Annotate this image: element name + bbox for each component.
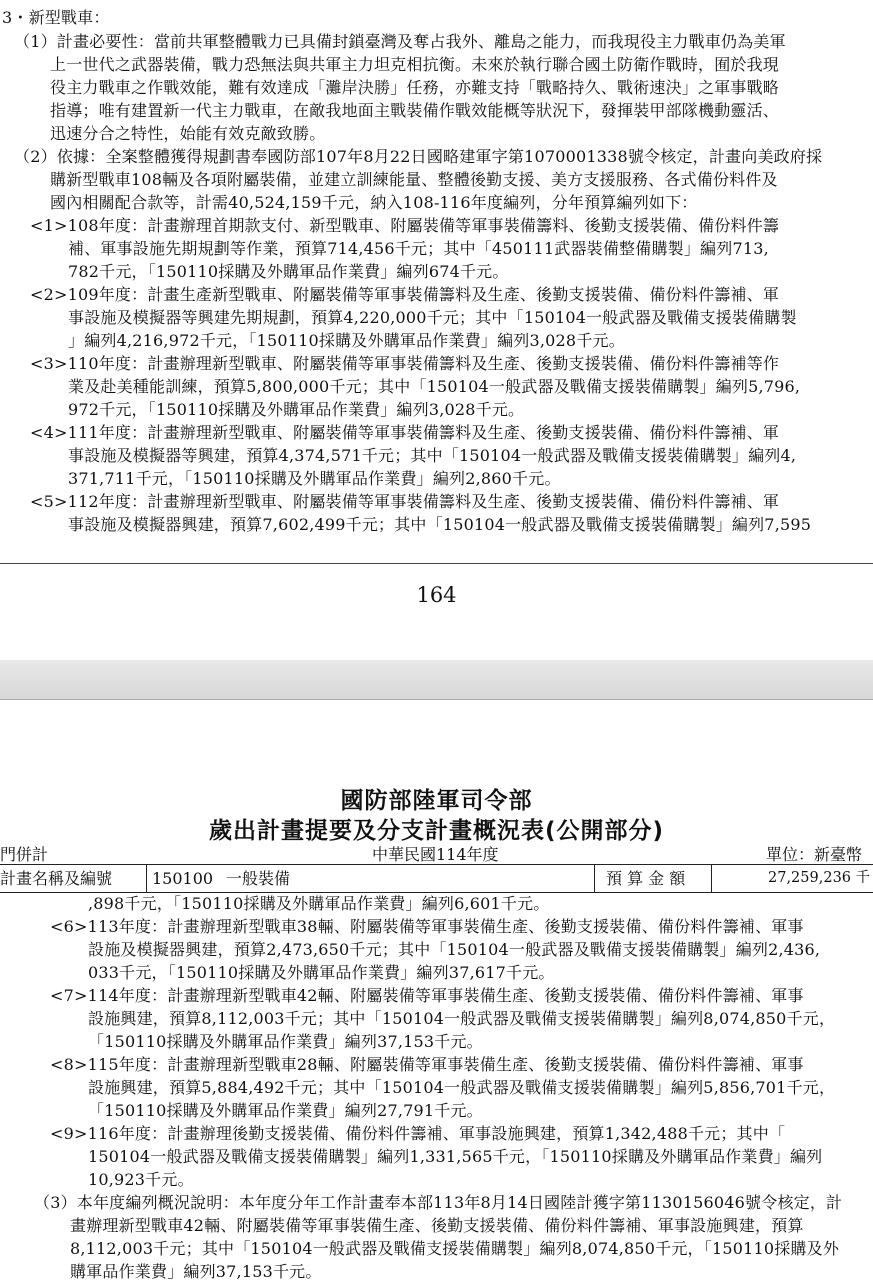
paragraph-line: 畫辦理新型戰車42輛、附屬裝備等軍事裝備生產、後勤支援裝備、備份料件籌補、軍事設施興建，預算	[70, 1216, 804, 1235]
paragraph-line: 972千元，「150110採購及外購軍品作業費」編列3,028千元。	[68, 400, 525, 419]
paragraph-line: 國內相關配合款等，計需40,524,159千元，納入108-116年度編列，分年預算編列如下：	[50, 193, 698, 212]
paragraph-line: 設施興建，預算8,112,003千元；其中「150104一般武器及戰備支援裝備購製」編列8,074,850千元，	[88, 1009, 836, 1028]
paragraph-line: 「150110採購及外購軍品作業費」編列37,153千元。	[88, 1032, 483, 1051]
paragraph-line: 上一世代之武器裝備，戰力恐無法與共軍主力坦克相抗衡。未來於執行聯合國土防衛作戰時，囿於我現	[50, 55, 780, 74]
fiscal-year: 中華民國114年度	[372, 845, 499, 864]
paragraph-line: <3>110年度：計畫辦理新型戰車、附屬裝備等軍事裝備籌料及生產、後勤支援裝備、備份料件籌補等作	[30, 354, 780, 373]
paragraph-line: <9>116年度：計畫辦理後勤支援裝備、備份料件籌補、軍事設施興建，預算1,342,488千元；其中「	[50, 1124, 786, 1143]
budget-amount: 27,259,236 千	[768, 870, 871, 886]
paragraph-line: 購軍品作業費」編列37,153千元。	[70, 1262, 322, 1281]
paragraph-line: 事設施及模擬器等興建，預算4,374,571千元；其中「150104一般武器及戰備支援裝備購製」編列4,	[68, 446, 797, 465]
paragraph-line: 」編列4,216,972千元，「150110採購及外購軍品作業費」編列3,028千元。	[68, 331, 625, 350]
page-number: 164	[416, 583, 457, 607]
paragraph-line: 業及赴美種能訓練，預算5,800,000千元；其中「150104一般武器及戰備支援裝備購製」編列5,796,	[68, 377, 801, 396]
paragraph-line: 指導；唯有建置新一代主力戰車，在敵我地面主戰裝備作戰效能概等狀況下，發揮裝甲部隊機動靈活、	[50, 101, 780, 120]
paragraph-line: <6>113年度：計畫辦理新型戰車38輛、附屬裝備等軍事裝備生產、後勤支援裝備、備份料件籌補、軍事	[50, 917, 804, 936]
paragraph-line: 迅速分合之特性，始能有效克敵致勝。	[50, 124, 326, 143]
plan-name: 一般裝備	[226, 869, 291, 888]
paragraph-line: 「150110採購及外購軍品作業費」編列27,791千元。	[88, 1101, 483, 1120]
org-title: 國防部陸軍司令部	[340, 788, 533, 814]
paragraph-line: <5>112年度：計畫辦理新型戰車、附屬裝備等軍事裝備籌料及生產、後勤支援裝備、備份料件籌補、軍	[30, 492, 780, 511]
plan-name-label: 計畫名稱及編號	[0, 869, 113, 888]
document-page-next	[0, 700, 873, 1280]
paragraph-line: （3）本年度編列概況說明：本年度分年工作計畫奉本部113年8月14日國陸計獲字第1130156046號令核定，計	[34, 1193, 843, 1212]
paragraph-line: 150104一般武器及戰備支援裝備購製」編列1,331,565千元，「150110採購及外購軍品作業費」編列	[88, 1147, 823, 1166]
paragraph-line: <1>108年度：計畫辦理首期款支付、新型戰車、附屬裝備等軍事裝備籌料、後勤支援裝備、備份料件籌	[30, 216, 780, 235]
paragraph-line: 役主力戰車之作戰效能，難有效達成「灘岸決勝」任務，亦難支持「戰略持久、戰術速決」之軍事戰略	[50, 78, 780, 97]
cell-divider	[594, 865, 595, 892]
cell-divider	[146, 865, 147, 892]
unit-label: 單位：新臺幣	[766, 845, 863, 864]
plan-code: 150100	[152, 869, 214, 888]
paragraph-line: （2）依據：全案整體獲得規劃書奉國防部107年8月22日國略建軍字第1070001338號令核定，計畫向美政府採	[14, 147, 823, 166]
cell-divider	[711, 865, 712, 892]
section-heading-new-tank: 3・新型戰車：	[2, 8, 110, 27]
paragraph-line: <8>115年度：計畫辦理新型戰車28輛、附屬裝備等軍事裝備生產、後勤支援裝備、備份料件籌補、軍事	[50, 1055, 804, 1074]
paragraph-line: 371,711千元，「150110採購及外購軍品作業費」編列2,860千元。	[68, 469, 561, 488]
paragraph-line: 設施興建，預算5,884,492千元；其中「150104一般武器及戰備支援裝備購製」編列5,856,701千元，	[88, 1078, 836, 1097]
paragraph-line: 782千元，「150110採購及外購軍品作業費」編列674千元。	[68, 262, 509, 281]
paragraph-line: 8,112,003千元；其中「150104一般武器及戰備支援裝備購製」編列8,074,850千元，「150110採購及外	[70, 1239, 840, 1258]
paragraph-line: <2>109年度：計畫生產新型戰車、附屬裝備等軍事裝備籌料及生產、後勤支援裝備、備份料件籌補、軍	[30, 285, 780, 304]
paragraph-line: （1）計畫必要性：當前共軍整體戰力已具備封鎖臺灣及奪占我外、離島之能力，而我現役主力戰車仍為美軍	[14, 32, 786, 51]
paragraph-line: 033千元，「150110採購及外購軍品作業費」編列37,617千元。	[88, 963, 555, 982]
paragraph-line: ,898千元，「150110採購及外購軍品作業費」編列6,601千元。	[88, 894, 550, 913]
page-gap	[0, 660, 873, 700]
paragraph-line: <4>111年度：計畫辦理新型戰車、附屬裝備等軍事裝備籌料及生產、後勤支援裝備、備份料件籌補、軍	[30, 423, 780, 442]
page-footer-divider	[0, 563, 873, 564]
budget-amount-label: 預 算 金 額	[606, 869, 686, 888]
plan-header-row	[0, 864, 873, 893]
paragraph-line: 補、軍事設施先期規劃等作業，預算714,456千元；其中「450111武器裝備整備購製」編列713,	[68, 239, 769, 258]
paragraph-line: 設施及模擬器興建，預算2,473,650千元；其中「150104一般武器及戰備支援裝備購製」編列2,436,	[88, 940, 821, 959]
paragraph-line: 事設施及模擬器興建，預算7,602,499千元；其中「150104一般武器及戰備支援裝備購製」編列7,595	[68, 515, 812, 534]
department-meta: 門併計	[0, 845, 49, 864]
paragraph-line: 購新型戰車108輛及各項附屬裝備，並建立訓練能量、整體後勤支援、美方支援服務、各式備份料件及	[50, 170, 778, 189]
paragraph-line: 10,923千元。	[88, 1170, 194, 1189]
doc-title: 歲出計畫提要及分支計畫概況表(公開部分)	[208, 818, 665, 844]
paragraph-line: 事設施及模擬器等興建先期規劃，預算4,220,000千元；其中「150104一般武器及戰備支援裝備購製	[68, 308, 797, 327]
paragraph-line: <7>114年度：計畫辦理新型戰車42輛、附屬裝備等軍事裝備生產、後勤支援裝備、備份料件籌補、軍事	[50, 986, 804, 1005]
